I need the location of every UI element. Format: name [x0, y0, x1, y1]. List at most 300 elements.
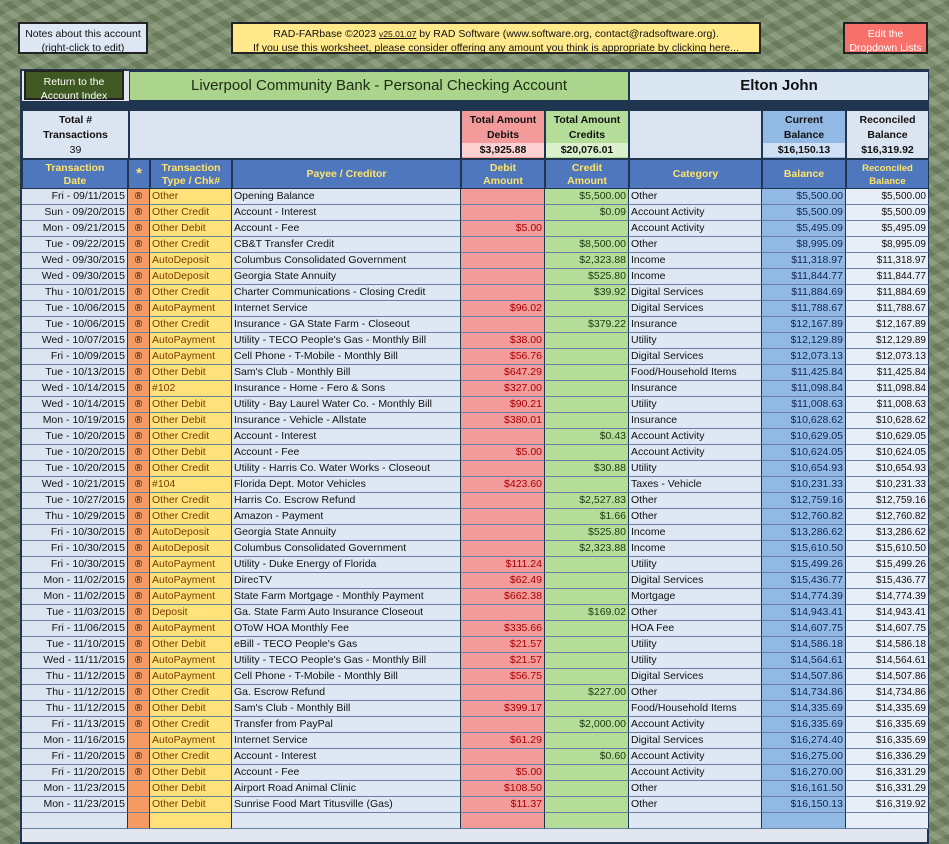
transaction-type-cell[interactable]: AutoDeposit — [150, 269, 232, 285]
payee-cell[interactable]: Account - Fee — [232, 765, 461, 781]
transaction-row[interactable] — [22, 413, 929, 429]
reconciled-balance-cell[interactable] — [846, 813, 929, 829]
debit-amount-cell[interactable] — [461, 541, 545, 557]
transaction-date-cell[interactable]: Fri - 11/20/2015 — [22, 749, 128, 765]
category-cell[interactable]: Account Activity — [629, 749, 762, 765]
credit-amount-cell[interactable]: $0.60 — [545, 749, 629, 765]
reconcile-flag-cell[interactable]: ® — [128, 653, 150, 669]
reconcile-flag-cell[interactable]: ® — [128, 637, 150, 653]
reconcile-flag-cell[interactable]: ® — [128, 381, 150, 397]
balance-cell[interactable]: $5,495.09 — [762, 221, 846, 237]
reconciled-balance-cell[interactable]: $11,098.84 — [846, 381, 929, 397]
payee-cell[interactable]: State Farm Mortgage - Monthly Payment — [232, 589, 461, 605]
payee-cell[interactable]: Internet Service — [232, 301, 461, 317]
debit-amount-cell[interactable]: $108.50 — [461, 781, 545, 797]
transaction-row[interactable] — [22, 749, 929, 765]
balance-cell[interactable]: $14,607.75 — [762, 621, 846, 637]
reconcile-flag-cell[interactable]: ® — [128, 493, 150, 509]
transaction-type-cell[interactable]: Other Credit — [150, 717, 232, 733]
transaction-type-cell[interactable]: AutoPayment — [150, 349, 232, 365]
reconciled-balance-cell[interactable]: $10,231.33 — [846, 477, 929, 493]
transaction-type-cell[interactable]: AutoPayment — [150, 621, 232, 637]
category-cell[interactable]: Mortgage — [629, 589, 762, 605]
category-cell[interactable]: Utility — [629, 461, 762, 477]
category-cell[interactable]: Utility — [629, 653, 762, 669]
payee-cell[interactable]: Sam's Club - Monthly Bill — [232, 701, 461, 717]
debit-amount-cell[interactable] — [461, 253, 545, 269]
payee-cell[interactable]: Account - Interest — [232, 749, 461, 765]
reconcile-flag-cell[interactable]: ® — [128, 621, 150, 637]
reconcile-flag-cell[interactable]: ® — [128, 525, 150, 541]
credit-amount-cell[interactable] — [545, 733, 629, 749]
reconciled-balance-cell[interactable]: $15,499.26 — [846, 557, 929, 573]
credit-amount-cell[interactable]: $2,000.00 — [545, 717, 629, 733]
reconciled-balance-cell[interactable]: $5,500.09 — [846, 205, 929, 221]
reconciled-balance-cell[interactable]: $10,628.62 — [846, 413, 929, 429]
transaction-row[interactable] — [22, 461, 929, 477]
balance-cell[interactable]: $16,161.50 — [762, 781, 846, 797]
transaction-date-cell[interactable]: Wed - 10/14/2015 — [22, 381, 128, 397]
category-cell[interactable]: Utility — [629, 397, 762, 413]
reconciled-balance-cell[interactable]: $12,129.89 — [846, 333, 929, 349]
category-cell[interactable]: Income — [629, 525, 762, 541]
transaction-date-cell[interactable]: Wed - 10/21/2015 — [22, 477, 128, 493]
credit-amount-cell[interactable]: $8,500.00 — [545, 237, 629, 253]
reconciled-balance-cell[interactable]: $14,335.69 — [846, 701, 929, 717]
credit-amount-cell[interactable] — [545, 589, 629, 605]
transaction-type-cell[interactable]: AutoPayment — [150, 653, 232, 669]
transaction-date-cell[interactable]: Tue - 10/27/2015 — [22, 493, 128, 509]
reconcile-flag-cell[interactable]: ® — [128, 397, 150, 413]
reconciled-balance-cell[interactable]: $12,759.16 — [846, 493, 929, 509]
reconcile-flag-cell[interactable]: ® — [128, 285, 150, 301]
debit-amount-cell[interactable]: $61.29 — [461, 733, 545, 749]
debit-amount-cell[interactable] — [461, 717, 545, 733]
debit-amount-cell[interactable]: $90.21 — [461, 397, 545, 413]
balance-cell[interactable] — [762, 813, 846, 829]
credit-amount-cell[interactable] — [545, 765, 629, 781]
balance-cell[interactable]: $14,586.18 — [762, 637, 846, 653]
reconciled-balance-cell[interactable]: $11,844.77 — [846, 269, 929, 285]
balance-cell[interactable]: $14,507.86 — [762, 669, 846, 685]
credit-amount-cell[interactable] — [545, 333, 629, 349]
transaction-type-cell[interactable]: Other Debit — [150, 701, 232, 717]
balance-cell[interactable]: $11,098.84 — [762, 381, 846, 397]
debit-amount-cell[interactable] — [461, 509, 545, 525]
balance-cell[interactable]: $15,499.26 — [762, 557, 846, 573]
transaction-type-cell[interactable]: Other Debit — [150, 221, 232, 237]
transaction-date-cell[interactable]: Tue - 11/10/2015 — [22, 637, 128, 653]
transaction-row[interactable] — [22, 765, 929, 781]
reconcile-flag-cell[interactable]: ® — [128, 301, 150, 317]
category-cell[interactable]: Taxes - Vehicle — [629, 477, 762, 493]
balance-cell[interactable]: $16,150.13 — [762, 797, 846, 813]
reconcile-flag-cell[interactable] — [128, 733, 150, 749]
category-cell[interactable]: Account Activity — [629, 765, 762, 781]
notes-button[interactable] — [18, 22, 148, 54]
transaction-row[interactable] — [22, 269, 929, 285]
transaction-row[interactable] — [22, 717, 929, 733]
reconciled-balance-cell[interactable]: $14,943.41 — [846, 605, 929, 621]
balance-cell[interactable]: $16,274.40 — [762, 733, 846, 749]
debit-amount-cell[interactable]: $11.37 — [461, 797, 545, 813]
reconciled-balance-cell[interactable]: $14,734.86 — [846, 685, 929, 701]
payee-cell[interactable]: Account - Interest — [232, 429, 461, 445]
reconciled-balance-cell[interactable]: $15,610.50 — [846, 541, 929, 557]
reconciled-balance-cell[interactable]: $10,624.05 — [846, 445, 929, 461]
payee-cell[interactable]: Ga. Escrow Refund — [232, 685, 461, 701]
transaction-type-cell[interactable]: Other Credit — [150, 749, 232, 765]
reconciled-balance-cell[interactable]: $16,335.69 — [846, 733, 929, 749]
transaction-type-cell[interactable]: Other Credit — [150, 205, 232, 221]
reconciled-balance-cell[interactable]: $8,995.09 — [846, 237, 929, 253]
col-header-reconciled[interactable] — [846, 159, 929, 189]
balance-cell[interactable]: $13,286.62 — [762, 525, 846, 541]
category-cell[interactable]: Other — [629, 781, 762, 797]
payee-cell[interactable]: Columbus Consolidated Government — [232, 253, 461, 269]
category-cell[interactable]: Digital Services — [629, 669, 762, 685]
debit-amount-cell[interactable]: $96.02 — [461, 301, 545, 317]
balance-cell[interactable]: $10,654.93 — [762, 461, 846, 477]
col-header-debit[interactable] — [461, 159, 545, 189]
transaction-date-cell[interactable]: Thu - 10/29/2015 — [22, 509, 128, 525]
transaction-row[interactable] — [22, 781, 929, 797]
payee-cell[interactable]: Cell Phone - T-Mobile - Monthly Bill — [232, 669, 461, 685]
payee-cell[interactable]: Sam's Club - Monthly Bill — [232, 365, 461, 381]
reconciled-balance-cell[interactable]: $10,654.93 — [846, 461, 929, 477]
reconcile-flag-cell[interactable]: ® — [128, 541, 150, 557]
category-cell[interactable]: Other — [629, 509, 762, 525]
payee-cell[interactable]: Ga. State Farm Auto Insurance Closeout — [232, 605, 461, 621]
payee-cell[interactable]: Georgia State Annuity — [232, 525, 461, 541]
balance-cell[interactable]: $15,436.77 — [762, 573, 846, 589]
credit-amount-cell[interactable]: $1.66 — [545, 509, 629, 525]
debit-amount-cell[interactable]: $21.57 — [461, 637, 545, 653]
col-header-type[interactable] — [150, 159, 232, 189]
category-cell[interactable]: Food/Household Items — [629, 365, 762, 381]
reconcile-flag-cell[interactable]: ® — [128, 573, 150, 589]
col-header-balance[interactable]: Balance — [762, 159, 846, 189]
transaction-row[interactable] — [22, 605, 929, 621]
reconciled-balance-cell[interactable]: $16,335.69 — [846, 717, 929, 733]
transaction-type-cell[interactable]: AutoPayment — [150, 301, 232, 317]
transaction-date-cell[interactable]: Tue - 09/22/2015 — [22, 237, 128, 253]
transaction-date-cell[interactable]: Thu - 11/12/2015 — [22, 701, 128, 717]
reconcile-flag-cell[interactable]: ® — [128, 253, 150, 269]
credit-amount-cell[interactable] — [545, 477, 629, 493]
payee-cell[interactable]: Cell Phone - T-Mobile - Monthly Bill — [232, 349, 461, 365]
credit-amount-cell[interactable]: $2,323.88 — [545, 541, 629, 557]
transaction-date-cell[interactable]: Wed - 10/14/2015 — [22, 397, 128, 413]
transaction-date-cell[interactable]: Mon - 11/23/2015 — [22, 797, 128, 813]
transaction-type-cell[interactable]: #104 — [150, 477, 232, 493]
transaction-row[interactable] — [22, 189, 929, 205]
transaction-row[interactable] — [22, 701, 929, 717]
version-link[interactable]: v25.01.07 — [379, 29, 417, 39]
payee-cell[interactable]: OToW HOA Monthly Fee — [232, 621, 461, 637]
transaction-row[interactable] — [22, 653, 929, 669]
balance-cell[interactable]: $11,884.69 — [762, 285, 846, 301]
debit-amount-cell[interactable] — [461, 237, 545, 253]
balance-cell[interactable]: $12,073.13 — [762, 349, 846, 365]
credit-amount-cell[interactable]: $39.92 — [545, 285, 629, 301]
debit-amount-cell[interactable] — [461, 685, 545, 701]
credit-amount-cell[interactable] — [545, 653, 629, 669]
payee-cell[interactable]: Insurance - Vehicle - Allstate — [232, 413, 461, 429]
category-cell[interactable]: Insurance — [629, 317, 762, 333]
category-cell[interactable]: Digital Services — [629, 285, 762, 301]
payee-cell[interactable]: DirecTV — [232, 573, 461, 589]
payee-cell[interactable]: Georgia State Annuity — [232, 269, 461, 285]
debit-amount-cell[interactable]: $335.66 — [461, 621, 545, 637]
transaction-date-cell[interactable]: Tue - 10/06/2015 — [22, 301, 128, 317]
category-cell[interactable]: Account Activity — [629, 445, 762, 461]
category-cell[interactable]: Utility — [629, 333, 762, 349]
reconciled-balance-cell[interactable]: $11,008.63 — [846, 397, 929, 413]
transaction-date-cell[interactable]: Fri - 11/13/2015 — [22, 717, 128, 733]
debit-amount-cell[interactable]: $380.01 — [461, 413, 545, 429]
debit-amount-cell[interactable] — [461, 461, 545, 477]
transaction-row[interactable] — [22, 493, 929, 509]
transaction-row[interactable] — [22, 509, 929, 525]
payee-cell[interactable]: Utility - Bay Laurel Water Co. - Monthly Bill — [232, 397, 461, 413]
reconcile-flag-cell[interactable]: ® — [128, 205, 150, 221]
transaction-type-cell[interactable]: Other Debit — [150, 413, 232, 429]
transaction-type-cell[interactable]: AutoPayment — [150, 333, 232, 349]
reconciled-balance-cell[interactable]: $14,774.39 — [846, 589, 929, 605]
transaction-date-cell[interactable]: Fri - 11/06/2015 — [22, 621, 128, 637]
reconcile-flag-cell[interactable]: ® — [128, 461, 150, 477]
payee-cell[interactable]: Opening Balance — [232, 189, 461, 205]
transaction-date-cell[interactable] — [22, 813, 128, 829]
category-cell[interactable]: Income — [629, 541, 762, 557]
credit-amount-cell[interactable] — [545, 797, 629, 813]
payee-cell[interactable]: Utility - Duke Energy of Florida — [232, 557, 461, 573]
credit-amount-cell[interactable] — [545, 221, 629, 237]
category-cell[interactable]: Other — [629, 237, 762, 253]
reconcile-flag-cell[interactable]: ® — [128, 749, 150, 765]
category-cell[interactable]: Other — [629, 797, 762, 813]
reconciled-balance-cell[interactable]: $11,788.67 — [846, 301, 929, 317]
transaction-row[interactable] — [22, 221, 929, 237]
transaction-row[interactable] — [22, 285, 929, 301]
credit-amount-cell[interactable] — [545, 557, 629, 573]
payee-cell[interactable]: Internet Service — [232, 733, 461, 749]
debit-amount-cell[interactable] — [461, 493, 545, 509]
debit-amount-cell[interactable] — [461, 813, 545, 829]
debit-amount-cell[interactable]: $662.38 — [461, 589, 545, 605]
credit-amount-cell[interactable] — [545, 669, 629, 685]
debit-amount-cell[interactable]: $21.57 — [461, 653, 545, 669]
category-cell[interactable]: Account Activity — [629, 429, 762, 445]
reconciled-balance-cell[interactable]: $16,331.29 — [846, 781, 929, 797]
payee-cell[interactable] — [232, 813, 461, 829]
payee-cell[interactable]: Transfer from PayPal — [232, 717, 461, 733]
debit-amount-cell[interactable] — [461, 525, 545, 541]
debit-amount-cell[interactable]: $56.76 — [461, 349, 545, 365]
transaction-row[interactable] — [22, 381, 929, 397]
balance-cell[interactable]: $14,335.69 — [762, 701, 846, 717]
balance-cell[interactable]: $11,318.97 — [762, 253, 846, 269]
debit-amount-cell[interactable]: $62.49 — [461, 573, 545, 589]
transaction-type-cell[interactable]: AutoPayment — [150, 669, 232, 685]
balance-cell[interactable]: $16,270.00 — [762, 765, 846, 781]
debit-amount-cell[interactable]: $647.29 — [461, 365, 545, 381]
reconcile-flag-cell[interactable]: ® — [128, 365, 150, 381]
credit-amount-cell[interactable] — [545, 349, 629, 365]
debit-amount-cell[interactable]: $38.00 — [461, 333, 545, 349]
category-cell[interactable]: Other — [629, 685, 762, 701]
transaction-date-cell[interactable]: Fri - 10/30/2015 — [22, 541, 128, 557]
balance-cell[interactable]: $14,943.41 — [762, 605, 846, 621]
balance-cell[interactable]: $12,129.89 — [762, 333, 846, 349]
reconciled-balance-cell[interactable]: $11,318.97 — [846, 253, 929, 269]
transaction-row[interactable] — [22, 205, 929, 221]
transaction-type-cell[interactable]: AutoPayment — [150, 589, 232, 605]
debit-amount-cell[interactable]: $5.00 — [461, 221, 545, 237]
balance-cell[interactable]: $10,628.62 — [762, 413, 846, 429]
reconciled-balance-cell[interactable]: $12,760.82 — [846, 509, 929, 525]
payee-cell[interactable]: Utility - Harris Co. Water Works - Closeout — [232, 461, 461, 477]
credit-amount-cell[interactable] — [545, 365, 629, 381]
transaction-row[interactable] — [22, 253, 929, 269]
col-header-category[interactable]: Category — [629, 159, 762, 189]
reconciled-balance-cell[interactable]: $16,336.29 — [846, 749, 929, 765]
payee-cell[interactable]: eBill - TECO People's Gas — [232, 637, 461, 653]
reconcile-flag-cell[interactable] — [128, 813, 150, 829]
category-cell[interactable]: Insurance — [629, 381, 762, 397]
balance-cell[interactable]: $14,734.86 — [762, 685, 846, 701]
balance-cell[interactable]: $10,629.05 — [762, 429, 846, 445]
debit-amount-cell[interactable] — [461, 749, 545, 765]
transaction-date-cell[interactable]: Mon - 11/02/2015 — [22, 573, 128, 589]
category-cell[interactable]: Utility — [629, 637, 762, 653]
reconcile-flag-cell[interactable]: ® — [128, 685, 150, 701]
credit-amount-cell[interactable] — [545, 621, 629, 637]
transaction-date-cell[interactable]: Tue - 10/20/2015 — [22, 461, 128, 477]
reconcile-flag-cell[interactable]: ® — [128, 317, 150, 333]
transaction-type-cell[interactable]: Other Debit — [150, 397, 232, 413]
transaction-date-cell[interactable]: Mon - 11/23/2015 — [22, 781, 128, 797]
balance-cell[interactable]: $12,167.89 — [762, 317, 846, 333]
transaction-row[interactable] — [22, 429, 929, 445]
credit-amount-cell[interactable] — [545, 397, 629, 413]
credit-amount-cell[interactable]: $525.80 — [545, 269, 629, 285]
balance-cell[interactable]: $11,788.67 — [762, 301, 846, 317]
balance-cell[interactable]: $16,335.69 — [762, 717, 846, 733]
transaction-type-cell[interactable]: AutoDeposit — [150, 525, 232, 541]
balance-cell[interactable]: $10,624.05 — [762, 445, 846, 461]
payee-cell[interactable]: Airport Road Animal Clinic — [232, 781, 461, 797]
transaction-row[interactable] — [22, 317, 929, 333]
transaction-row[interactable] — [22, 349, 929, 365]
credit-amount-cell[interactable]: $2,323.88 — [545, 253, 629, 269]
transaction-type-cell[interactable]: AutoDeposit — [150, 541, 232, 557]
payee-cell[interactable]: Charter Communications - Closing Credit — [232, 285, 461, 301]
category-cell[interactable]: Food/Household Items — [629, 701, 762, 717]
transaction-row[interactable] — [22, 237, 929, 253]
reconcile-flag-cell[interactable]: ® — [128, 413, 150, 429]
payee-cell[interactable]: Insurance - GA State Farm - Closeout — [232, 317, 461, 333]
transaction-date-cell[interactable]: Tue - 11/03/2015 — [22, 605, 128, 621]
return-to-index-button[interactable] — [24, 70, 124, 100]
balance-cell[interactable]: $5,500.00 — [762, 189, 846, 205]
donation-banner[interactable] — [231, 22, 761, 54]
transaction-type-cell[interactable]: Other Debit — [150, 797, 232, 813]
category-cell[interactable]: Income — [629, 253, 762, 269]
transaction-date-cell[interactable]: Fri - 10/09/2015 — [22, 349, 128, 365]
reconciled-balance-cell[interactable]: $15,436.77 — [846, 573, 929, 589]
debit-amount-cell[interactable]: $327.00 — [461, 381, 545, 397]
balance-cell[interactable]: $10,231.33 — [762, 477, 846, 493]
credit-amount-cell[interactable]: $5,500.00 — [545, 189, 629, 205]
transaction-date-cell[interactable]: Thu - 11/12/2015 — [22, 685, 128, 701]
credit-amount-cell[interactable]: $227.00 — [545, 685, 629, 701]
reconcile-flag-cell[interactable] — [128, 781, 150, 797]
category-cell[interactable]: Account Activity — [629, 221, 762, 237]
transaction-date-cell[interactable]: Wed - 10/07/2015 — [22, 333, 128, 349]
transaction-type-cell[interactable]: Other Credit — [150, 493, 232, 509]
credit-amount-cell[interactable] — [545, 381, 629, 397]
credit-amount-cell[interactable]: $30.88 — [545, 461, 629, 477]
transaction-date-cell[interactable]: Fri - 10/30/2015 — [22, 557, 128, 573]
debit-amount-cell[interactable] — [461, 189, 545, 205]
category-cell[interactable]: Digital Services — [629, 573, 762, 589]
payee-cell[interactable]: Amazon - Payment — [232, 509, 461, 525]
reconcile-flag-cell[interactable]: ® — [128, 189, 150, 205]
transaction-date-cell[interactable]: Sun - 09/20/2015 — [22, 205, 128, 221]
transaction-row[interactable] — [22, 365, 929, 381]
payee-cell[interactable]: Harris Co. Escrow Refund — [232, 493, 461, 509]
transaction-date-cell[interactable]: Thu - 10/01/2015 — [22, 285, 128, 301]
transaction-date-cell[interactable]: Tue - 10/06/2015 — [22, 317, 128, 333]
payee-cell[interactable]: Utility - TECO People's Gas - Monthly Bill — [232, 653, 461, 669]
debit-amount-cell[interactable]: $56.75 — [461, 669, 545, 685]
reconciled-balance-cell[interactable]: $12,073.13 — [846, 349, 929, 365]
reconciled-balance-cell[interactable]: $5,495.09 — [846, 221, 929, 237]
transaction-date-cell[interactable]: Fri - 09/11/2015 — [22, 189, 128, 205]
transaction-row[interactable] — [22, 557, 929, 573]
category-cell[interactable]: Insurance — [629, 413, 762, 429]
transaction-type-cell[interactable]: Other — [150, 189, 232, 205]
category-cell[interactable]: Other — [629, 605, 762, 621]
col-header-date[interactable] — [22, 159, 128, 189]
credit-amount-cell[interactable]: $169.02 — [545, 605, 629, 621]
reconciled-balance-cell[interactable]: $11,425.84 — [846, 365, 929, 381]
transaction-row[interactable] — [22, 637, 929, 653]
transaction-type-cell[interactable]: Deposit — [150, 605, 232, 621]
balance-cell[interactable]: $14,774.39 — [762, 589, 846, 605]
col-header-payee[interactable]: Payee / Creditor — [232, 159, 461, 189]
reconcile-flag-cell[interactable]: ® — [128, 605, 150, 621]
transaction-row[interactable] — [22, 541, 929, 557]
balance-cell[interactable]: $5,500.09 — [762, 205, 846, 221]
transaction-row[interactable] — [22, 733, 929, 749]
transaction-type-cell[interactable]: Other Credit — [150, 461, 232, 477]
debit-amount-cell[interactable] — [461, 605, 545, 621]
credit-amount-cell[interactable] — [545, 637, 629, 653]
reconciled-balance-cell[interactable]: $14,607.75 — [846, 621, 929, 637]
credit-amount-cell[interactable] — [545, 301, 629, 317]
balance-cell[interactable]: $11,844.77 — [762, 269, 846, 285]
reconciled-balance-cell[interactable]: $11,884.69 — [846, 285, 929, 301]
debit-amount-cell[interactable] — [461, 269, 545, 285]
transaction-type-cell[interactable] — [150, 813, 232, 829]
transaction-date-cell[interactable]: Fri - 11/20/2015 — [22, 765, 128, 781]
category-cell[interactable]: Utility — [629, 557, 762, 573]
debit-amount-cell[interactable]: $5.00 — [461, 445, 545, 461]
credit-amount-cell[interactable] — [545, 445, 629, 461]
